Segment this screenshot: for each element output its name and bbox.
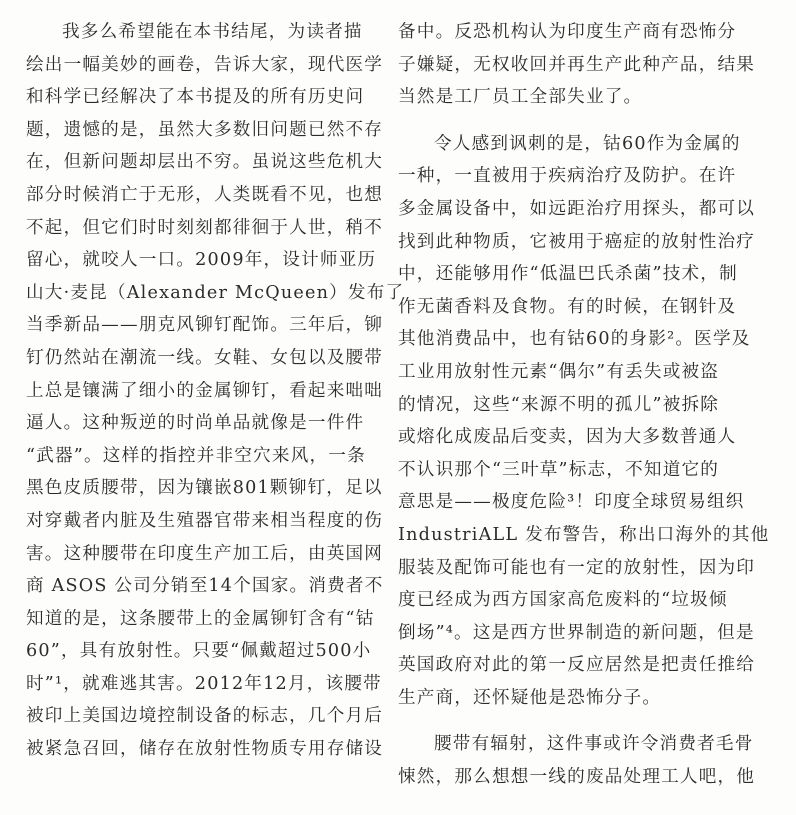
paragraph [398, 128, 770, 715]
text-line: 逼人。这种叛逆的时尚单品就像是一件件 [26, 413, 365, 434]
text-line: 被印上美国边境控制设备的标志，几个月后 [26, 706, 384, 727]
text-line: 对穿戴者内脏及生殖器官带来相当程度的伤 [26, 510, 384, 531]
text-line: 留心，就咬人一口。2009年，设计师亚历 [26, 250, 377, 271]
right-column [398, 16, 770, 794]
text-line: 或熔化成废品后变卖，因为大多数普通人 [398, 427, 737, 448]
text-line: 令人感到讽刺的是，钴60作为金属的 [434, 133, 741, 154]
text-line: 不起，但它们时时刻刻都徘徊于人世，稍不 [26, 217, 384, 238]
text-line: 山大·麦昆（Alexander McQueen）发布了 [26, 282, 405, 303]
text-line: 上总是镶满了细小的金属铆钉，看起来咄咄 [26, 380, 384, 401]
paragraph [398, 16, 756, 114]
text-line: 害。这种腰带在印度生产加工后，由英国网 [26, 543, 384, 564]
text-line: 找到此种物质，它被用于癌症的放射性治疗 [398, 231, 756, 252]
left-column [26, 16, 405, 766]
text-line: 度已经成为西方国家高危废料的“垃圾倾 [398, 590, 728, 611]
text-line: 商 ASOS 公司分销至14个国家。消费者不 [26, 576, 384, 597]
text-line: 知道的是，这条腰带上的金属铆钉含有“钴 [26, 608, 375, 629]
text-line: 被紧急召回，储存在放射性物质专用存储设 [26, 739, 384, 760]
text-line: 绘出一幅美妙的画卷，告诉大家，现代医学 [26, 54, 384, 75]
text-line: 多金属设备中，如远距治疗用探头，都可以 [398, 198, 756, 219]
paragraph-gap [398, 114, 728, 128]
text-line: 悚然，那么想想一线的废品处理工人吧，他 [398, 767, 756, 788]
text-line: 在，但新问题却层出不穷。虽说这些危机大 [26, 152, 384, 173]
text-line: 生产商，还怀疑他是恐怖分子。 [398, 687, 662, 708]
text-line: 服装及配饰可能也有一定的放射性，因为印 [398, 557, 756, 578]
text-line: 倒场”⁴。这是西方世界制造的新问题，但是 [398, 622, 755, 643]
text-line: 题，遗憾的是，虽然大多数旧问题已然不存 [26, 119, 384, 140]
text-line: 部分时候消亡于无形，人类既看不见，也想 [26, 184, 384, 205]
text-line: 的情况，这些“来源不明的孤儿”被拆除 [398, 394, 720, 415]
text-line: 中，还能够用作“低温巴氏杀菌”技术，制 [398, 264, 738, 285]
text-line: 当然是工厂员工全部失业了。 [398, 87, 643, 108]
text-line: 不认识那个“三叶草”标志，不知道它的 [398, 459, 720, 480]
text-line: 备中。反恐机构认为印度生产商有恐怖分 [398, 22, 737, 42]
text-line: 腰带有辐射，这件事或许令消费者毛骨 [434, 734, 754, 755]
text-line: 和科学已经解决了本书提及的所有历史问 [26, 87, 365, 108]
text-line: 我多么希望能在本书结尾，为读者描 [62, 22, 363, 42]
text-line: 一种，一直被用于疾病治疗及防护。在许 [398, 166, 737, 187]
paragraph-gap [398, 714, 728, 728]
text-line: 钉仍然站在潮流一线。女鞋、女包以及腰带 [26, 347, 384, 368]
paragraph [398, 728, 756, 793]
text-line: 当季新品——朋克风铆钉配饰。三年后，铆 [26, 315, 384, 336]
text-line: IndustriALL 发布警告，称出口海外的其他 [398, 524, 770, 545]
text-line: 作无菌香料及食物。有的时候，在钢针及 [398, 296, 737, 317]
text-line: 工业用放射性元素“偶尔”有丢失或被盗 [398, 361, 720, 382]
text-line: 英国政府对此的第一反应居然是把责任推给 [398, 655, 756, 676]
text-line: 60”，具有放射性。只要“佩戴超过500小 [26, 641, 372, 662]
text-line: 黑色皮质腰带，因为镶嵌801颗铆钉，足以 [26, 478, 383, 499]
text-line: 子嫌疑，无权收回并再生产此种产品，结果 [398, 54, 756, 75]
text-line: 其他消费品中，也有钴60的身影²。医学及 [398, 329, 751, 350]
text-line: 时”¹，就难逃其害。2012年12月，该腰带 [26, 673, 382, 694]
text-line: 意思是——极度危险³！印度全球贸易组织 [398, 492, 745, 513]
text-line: “武器”。这样的指控并非空穴来风，一条 [26, 445, 366, 466]
